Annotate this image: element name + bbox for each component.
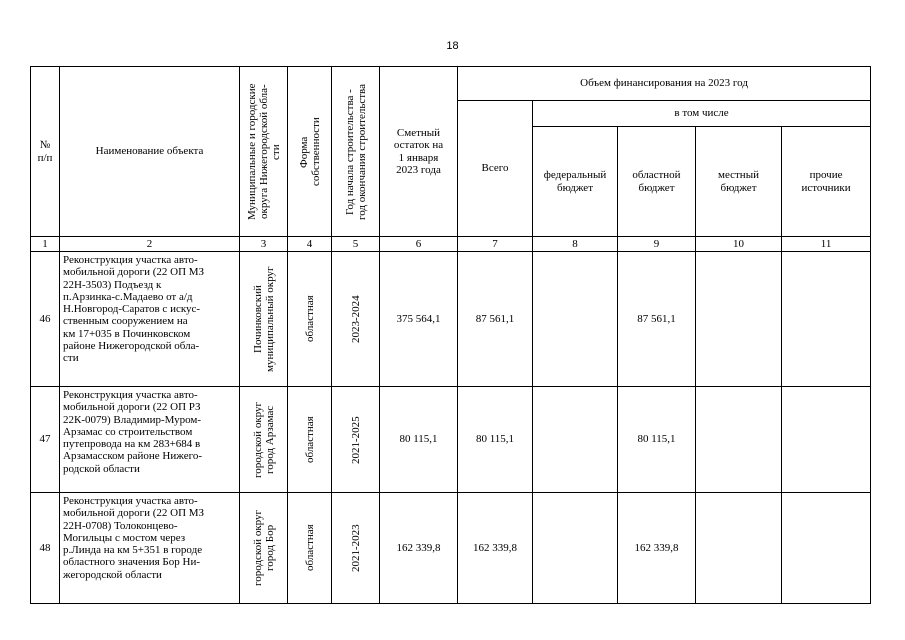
row-local <box>696 493 782 604</box>
header-num: № п/п <box>31 67 60 237</box>
row-num: 47 <box>31 387 60 493</box>
row-num: 48 <box>31 493 60 604</box>
row-years: 2021-2025 <box>332 387 380 493</box>
column-number: 4 <box>288 237 332 252</box>
row-balance: 80 115,1 <box>380 387 458 493</box>
row-object-name: Реконструкция участка авто- мобильной дороги (22 ОП МЗ 22Н-3503) Подъезд к п.Арзинка-с.Мадаево от а/д Н.Новгород-Саратов с искус- ственным сооружением на км 17+035 в Починковском районе Нижегородской обла- сти <box>60 252 240 387</box>
row-total: 87 561,1 <box>458 252 533 387</box>
header-financing: Объем финансирования на 2023 год <box>458 67 871 101</box>
header-regional: областной бюджет <box>618 127 696 237</box>
header-other: прочие источники <box>782 127 871 237</box>
column-number: 5 <box>332 237 380 252</box>
row-regional: 162 339,8 <box>618 493 696 604</box>
header-years: Год начала строительства - год окончания строительства <box>332 67 380 237</box>
header-federal: федеральный бюджет <box>533 127 618 237</box>
column-number-row <box>31 237 871 252</box>
row-federal <box>533 387 618 493</box>
column-number: 7 <box>458 237 533 252</box>
table-row <box>31 252 871 387</box>
row-other <box>782 387 871 493</box>
column-number: 1 <box>31 237 60 252</box>
row-federal <box>533 252 618 387</box>
row-other <box>782 493 871 604</box>
table-row <box>31 493 871 604</box>
column-number: 3 <box>240 237 288 252</box>
row-balance: 162 339,8 <box>380 493 458 604</box>
header-balance: Сметный остаток на 1 января 2023 года <box>380 67 458 237</box>
column-number: 10 <box>696 237 782 252</box>
row-regional: 87 561,1 <box>618 252 696 387</box>
row-num: 46 <box>31 252 60 387</box>
column-number: 8 <box>533 237 618 252</box>
row-object-name: Реконструкция участка авто- мобильной дороги (22 ОП РЗ 22К-0079) Владимир-Муром- Арзамас со строительством путепровода на км 283+684 в Арзамасском районе Нижего- родской области <box>60 387 240 493</box>
row-ownership: областная <box>288 493 332 604</box>
row-ownership: областная <box>288 387 332 493</box>
financing-table <box>30 66 871 604</box>
column-number: 11 <box>782 237 871 252</box>
table-row <box>31 387 871 493</box>
header-local: местный бюджет <box>696 127 782 237</box>
row-other <box>782 252 871 387</box>
row-local <box>696 252 782 387</box>
row-municipal: Починковский муниципальный округ <box>240 252 288 387</box>
row-years: 2023-2024 <box>332 252 380 387</box>
row-municipal: городской округ город Арзамас <box>240 387 288 493</box>
column-number: 9 <box>618 237 696 252</box>
row-ownership: областная <box>288 252 332 387</box>
row-object-name: Реконструкция участка авто- мобильной дороги (22 ОП МЗ 22Н-0708) Толоконцево- Могильцы с мостом через р.Линда на км 5+351 в городе областного значения Бор Ни- жегородской области <box>60 493 240 604</box>
row-municipal: городской округ город Бор <box>240 493 288 604</box>
page-number: 18 <box>446 40 459 52</box>
header-ownership: Форма собственности <box>288 67 332 237</box>
row-total: 162 339,8 <box>458 493 533 604</box>
row-total: 80 115,1 <box>458 387 533 493</box>
header-name: Наименование объекта <box>60 67 240 237</box>
row-balance: 375 564,1 <box>380 252 458 387</box>
header-total: Всего <box>458 101 533 237</box>
row-local <box>696 387 782 493</box>
row-federal <box>533 493 618 604</box>
row-years: 2021-2023 <box>332 493 380 604</box>
header-municipal: Муниципальные и городские округа Нижегородской обла- сти <box>240 67 288 237</box>
row-regional: 80 115,1 <box>618 387 696 493</box>
column-number: 6 <box>380 237 458 252</box>
column-number: 2 <box>60 237 240 252</box>
header-including: в том числе <box>533 101 871 127</box>
